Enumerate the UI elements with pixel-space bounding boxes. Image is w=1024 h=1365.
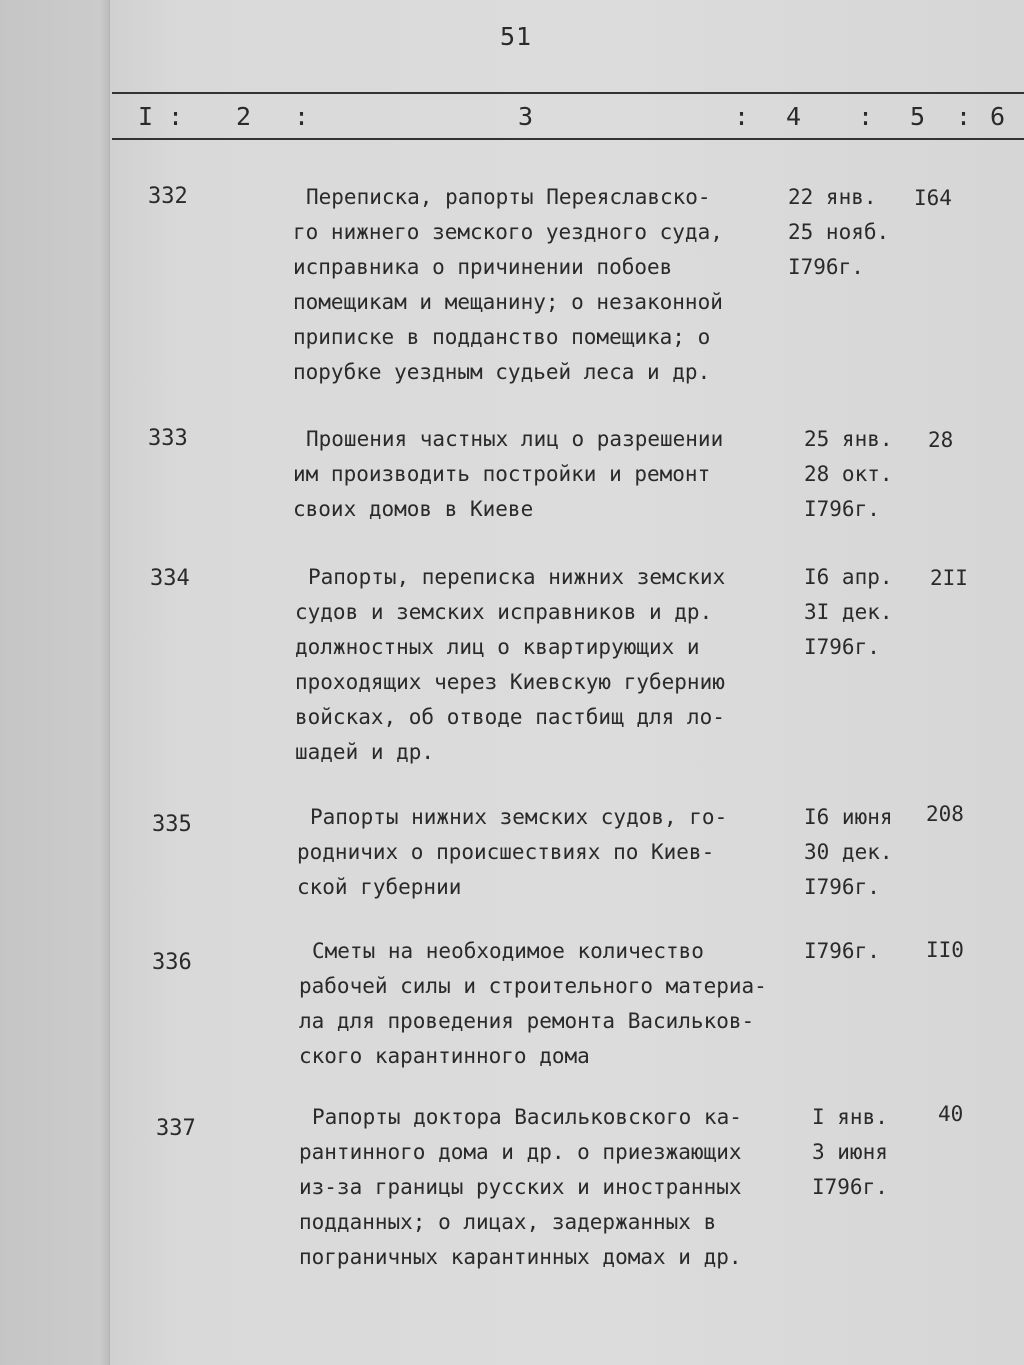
- sheet-count: I64: [914, 186, 952, 210]
- date-start: I6 июня: [804, 805, 893, 829]
- description-line: судов и земских исправников и др.: [295, 600, 713, 624]
- description-line: рабочей силы и строительного материа-: [299, 974, 767, 998]
- description-line: им производить постройки и ремонт: [293, 462, 711, 486]
- sheet-count: 28: [928, 428, 954, 452]
- description-line: пограничных карантинных домах и др.: [299, 1245, 742, 1269]
- column-header-4: 4: [786, 102, 802, 131]
- column-separator: :: [858, 102, 874, 131]
- description-line: ской губернии: [297, 875, 462, 899]
- description-line: Рапорты нижних земских судов, го-: [310, 805, 728, 829]
- entry-description: [295, 560, 725, 770]
- description-line: войсках, об отводе пастбищ для ло-: [295, 705, 725, 729]
- description-line: ского карантинного дома: [299, 1044, 590, 1068]
- description-line: приписке в подданство помещика; о: [293, 325, 711, 349]
- entry-number: 334: [150, 566, 190, 591]
- description-line: рантинного дома и др. о приезжающих: [299, 1140, 742, 1164]
- entry-dates: [804, 934, 880, 969]
- column-separator: :: [734, 102, 750, 131]
- description-line: проходящих через Киевскую губернию: [295, 670, 725, 694]
- description-line: своих домов в Киеве: [293, 497, 534, 521]
- entry-number: 332: [148, 184, 188, 209]
- date-year: I796г.: [804, 497, 880, 521]
- description-line: помещикам и мещанину; о незаконной: [293, 290, 723, 314]
- entry-number: 333: [148, 426, 188, 451]
- description-line: ла для проведения ремонта Васильков-: [299, 1009, 755, 1033]
- date-start: I6 апр.: [804, 565, 893, 589]
- entry-description: [297, 800, 727, 905]
- date-end: 30 дек.: [804, 840, 893, 864]
- column-header-1: I: [138, 102, 154, 131]
- entry-dates: [804, 560, 893, 665]
- description-line: родничих о происшествиях по Киев-: [297, 840, 715, 864]
- column-header-5: 5: [910, 102, 926, 131]
- header-rule-top: [112, 92, 1024, 94]
- column-header-2: 2: [236, 102, 252, 131]
- sheet-count: 208: [926, 802, 964, 826]
- column-header-6: 6: [990, 102, 1006, 131]
- date-year: I796г.: [788, 255, 864, 279]
- entry-description: [293, 180, 723, 390]
- description-line: должностных лиц о квартирующих и: [295, 635, 700, 659]
- date-year: I796г.: [812, 1175, 888, 1199]
- entry-description: [299, 934, 767, 1074]
- entry-dates: [788, 180, 889, 285]
- date-year: I796г.: [804, 875, 880, 899]
- sheet-count: 2II: [930, 566, 968, 590]
- description-line: го нижнего земского уездного суда,: [293, 220, 723, 244]
- description-line: подданных; о лицах, задержанных в: [299, 1210, 717, 1234]
- date-end: 25 нояб.: [788, 220, 890, 244]
- description-line: порубке уездным судьей леса и др.: [293, 360, 711, 384]
- date-end: 28 окт.: [804, 462, 893, 486]
- page-number: 51: [500, 22, 533, 51]
- description-line: Рапорты, переписка нижних земских: [308, 565, 726, 589]
- entry-dates: [804, 800, 893, 905]
- description-line: из-за границы русских и иностранных: [299, 1175, 742, 1199]
- date-end: 3 июня: [812, 1140, 888, 1164]
- entry-number: 335: [152, 812, 192, 837]
- description-line: Рапорты доктора Васильковского ка-: [312, 1105, 742, 1129]
- column-separator: :: [956, 102, 972, 131]
- entry-number: 337: [156, 1116, 196, 1141]
- date-start: 22 янв.: [788, 185, 877, 209]
- column-separator: :: [294, 102, 310, 131]
- entry-dates: [812, 1100, 888, 1205]
- date-year: I796г.: [804, 939, 880, 963]
- sheet-count: 40: [938, 1102, 964, 1126]
- date-end: 3I дек.: [804, 600, 893, 624]
- date-start: I янв.: [812, 1105, 888, 1129]
- sheet-count: II0: [926, 938, 964, 962]
- description-line: шадей и др.: [295, 740, 435, 764]
- date-year: I796г.: [804, 635, 880, 659]
- entry-description: [293, 422, 723, 527]
- entry-dates: [804, 422, 893, 527]
- description-line: Переписка, рапорты Переяславско-: [306, 185, 711, 209]
- column-header-3: 3: [518, 102, 534, 131]
- description-line: исправника о причинении побоев: [293, 255, 673, 279]
- entry-number: 336: [152, 950, 192, 975]
- entry-description: [299, 1100, 742, 1275]
- column-separator: :: [168, 102, 184, 131]
- book-binding-shadow: [0, 0, 110, 1365]
- description-line: Прошения частных лиц о разрешении: [306, 427, 724, 451]
- date-start: 25 янв.: [804, 427, 893, 451]
- description-line: Сметы на необходимое количество: [312, 939, 704, 963]
- header-rule-bottom: [112, 138, 1024, 140]
